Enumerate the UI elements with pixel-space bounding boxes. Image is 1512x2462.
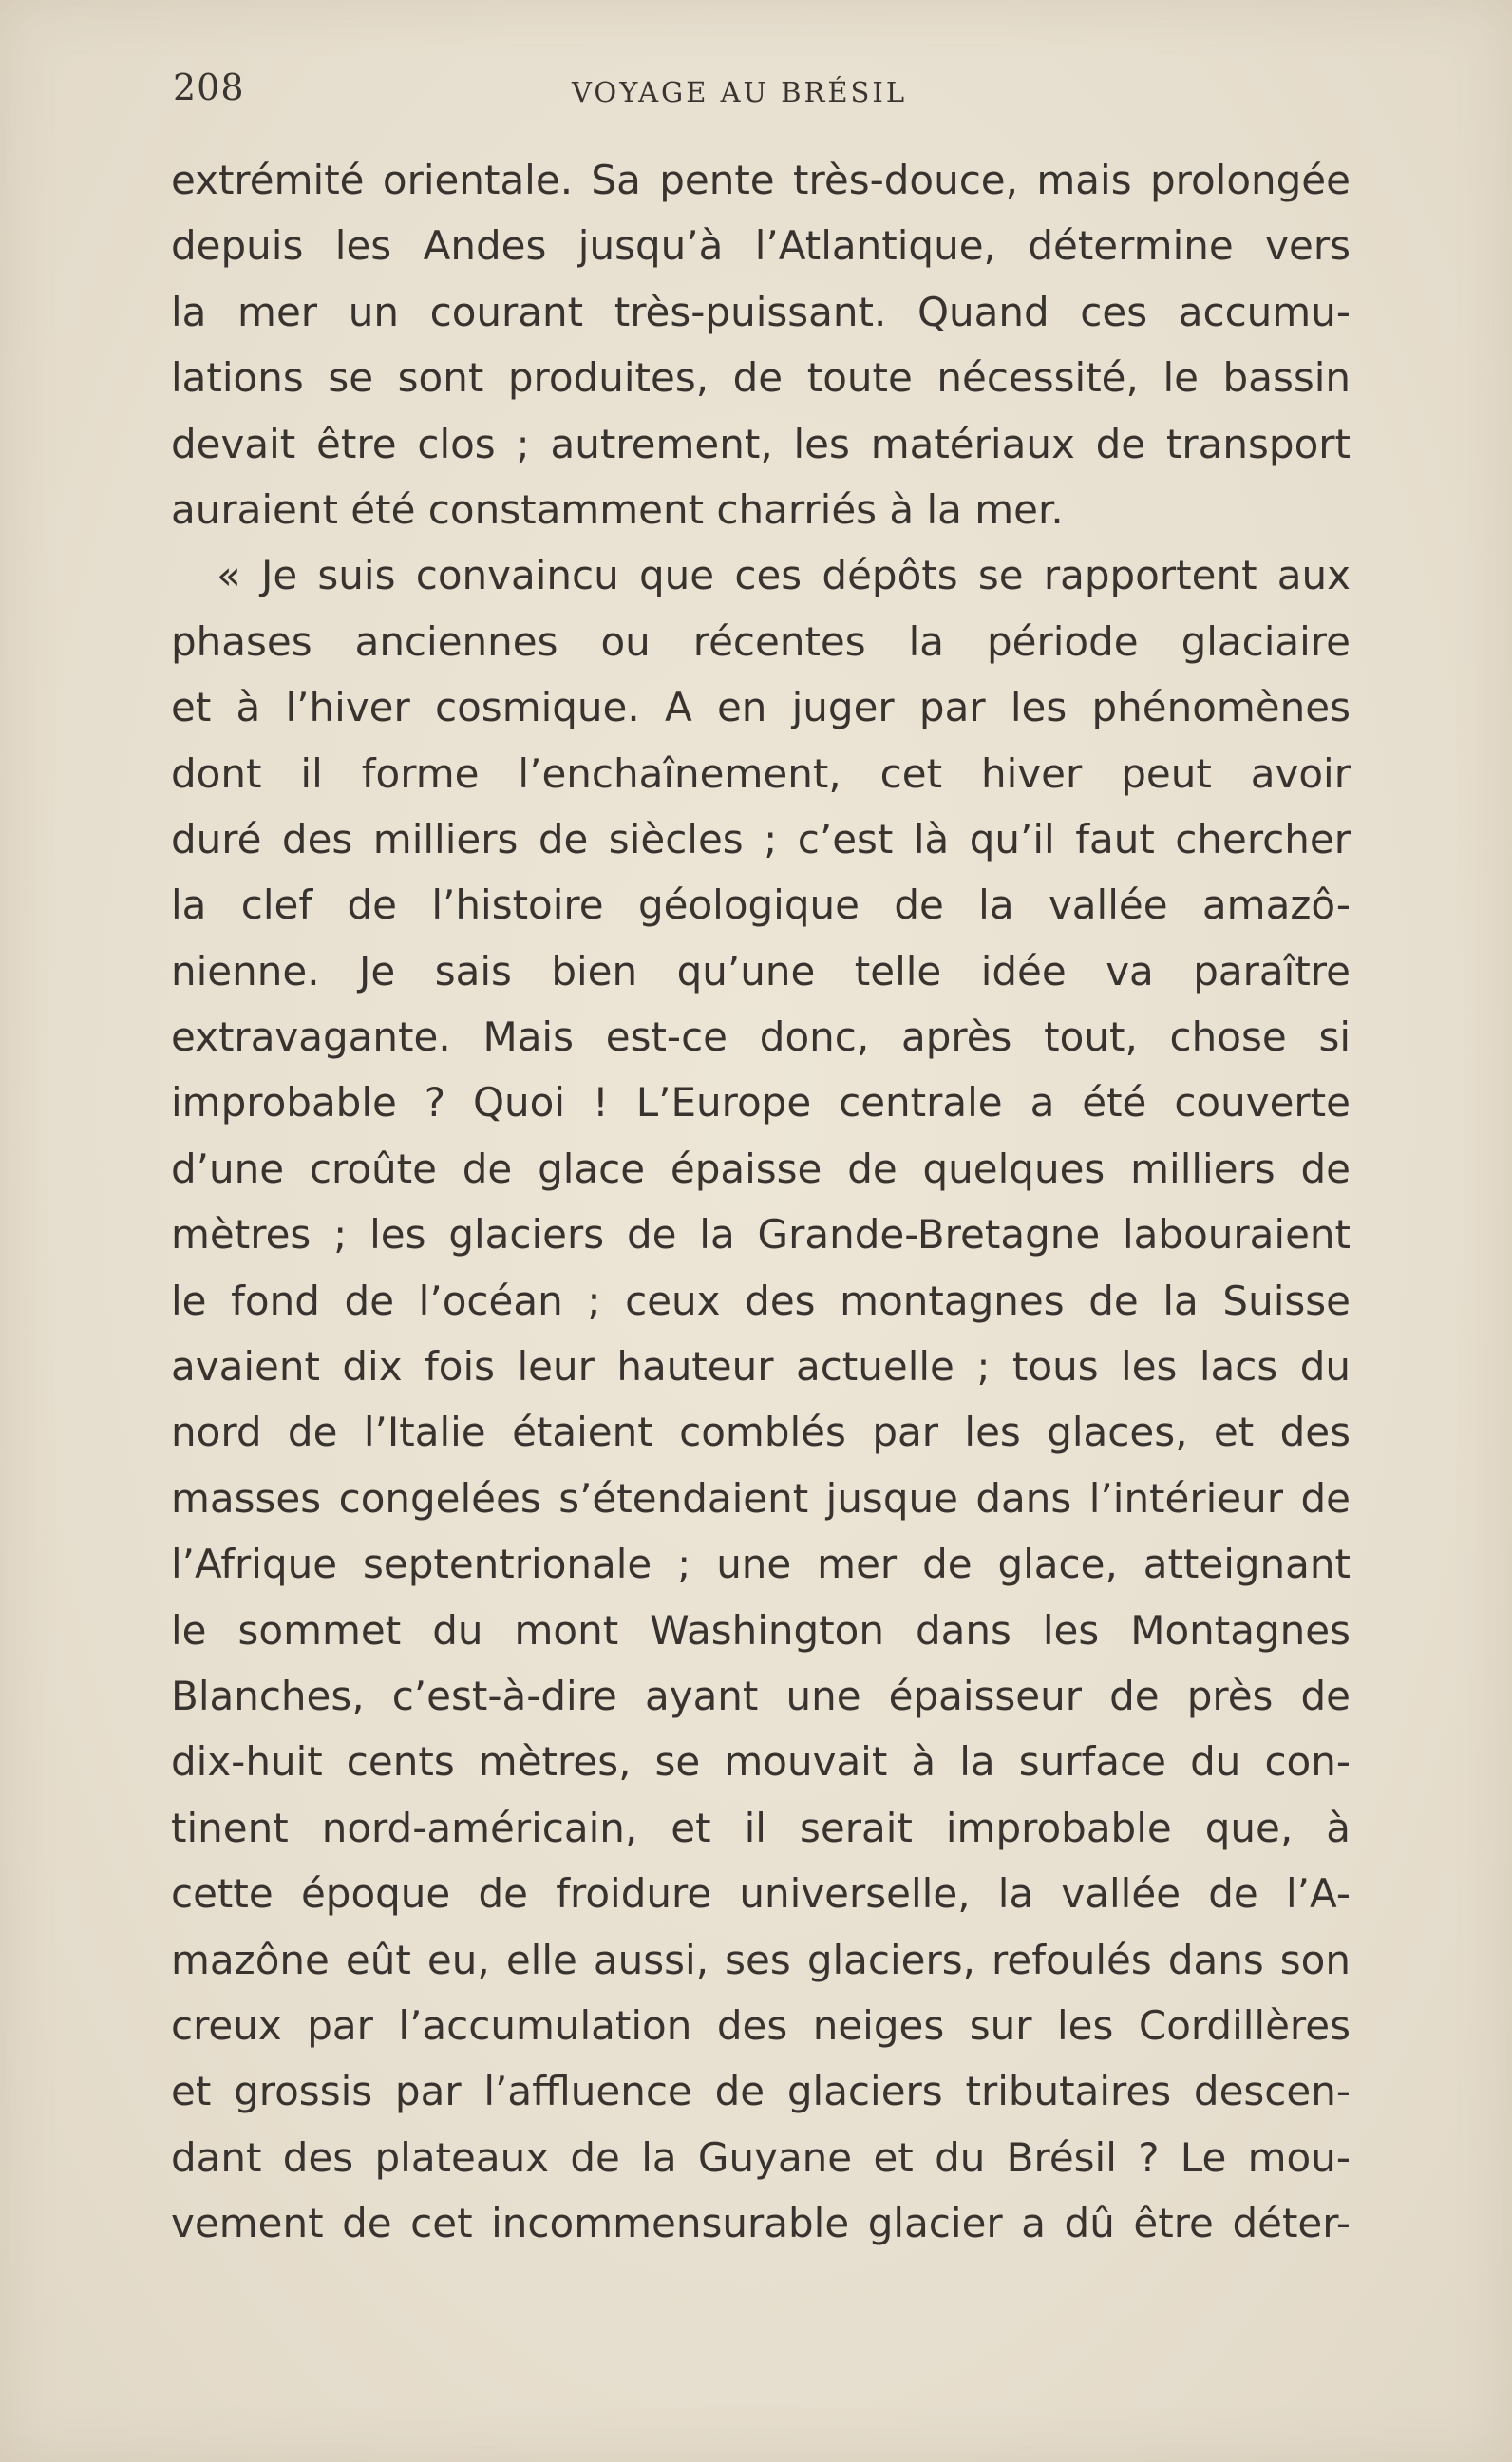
text-line: l’Afrique septentrionale ; une mer de glace, atteignant: [171, 1541, 1351, 1588]
text-line: depuis les Andes jusqu’à l’Atlantique, détermine vers: [171, 222, 1351, 270]
text-line: le sommet du mont Washington dans les Montagnes: [171, 1606, 1351, 1654]
text-line: masses congelées s’étendaient jusque dans l’intérieur de: [171, 1474, 1351, 1522]
text-line: d’une croûte de glace épaisse de quelques milliers de: [171, 1145, 1351, 1192]
text-line: et à l’hiver cosmique. A en juger par les phénomènes: [171, 684, 1351, 731]
text-line: vement de cet incommensurable glacier a dû être déter-: [171, 2200, 1351, 2247]
text-line: improbable ? Quoi ! L’Europe centrale a été couverte: [171, 1079, 1351, 1127]
running-title: VOYAGE AU BRÉSIL: [572, 76, 908, 108]
text-line: tinent nord-américain, et il serait improbable que, à: [171, 1804, 1351, 1851]
paragraph-start-line: « Je suis convaincu que ces dépôts se rapportent aux: [217, 552, 1351, 599]
text-line: le fond de l’océan ; ceux des montagnes de la Suisse: [171, 1277, 1351, 1324]
text-line: dont il forme l’enchaînement, cet hiver peut avoir: [171, 749, 1351, 797]
text-line: nienne. Je sais bien qu’une telle idée va paraître: [171, 947, 1351, 994]
text-line: mazône eût eu, elle aussi, ses glaciers, refoulés dans son: [171, 1936, 1351, 1983]
body-text: [171, 147, 1351, 2257]
text-line: cette époque de froidure universelle, la vallée de l’A-: [171, 1870, 1351, 1918]
text-line: phases anciennes ou récentes la période glaciaire: [171, 617, 1351, 665]
text-line: avaient dix fois leur hauteur actuelle ; tous les lacs du: [171, 1343, 1351, 1391]
page-number: 208: [173, 66, 245, 108]
text-line: creux par l’accumulation des neiges sur les Cordillères: [171, 2001, 1351, 2049]
text-line: duré des milliers de siècles ; c’est là qu’il faut chercher: [171, 815, 1351, 862]
text-line: et grossis par l’affluence de glaciers tributaires descen-: [171, 2068, 1351, 2115]
text-line: la mer un courant très-puissant. Quand ces accumu-: [171, 288, 1351, 335]
text-line: auraient été constamment charriés à la mer.: [171, 485, 1064, 533]
text-line: dix-huit cents mètres, se mouvait à la surface du con-: [171, 1738, 1351, 1786]
text-line: extrémité orientale. Sa pente très-douce, mais prolongée: [171, 157, 1351, 203]
text-line: extravagante. Mais est-ce donc, après tout, chose si: [171, 1013, 1351, 1061]
text-line: nord de l’Italie étaient comblés par les glaces, et des: [171, 1409, 1351, 1456]
running-header: [173, 66, 1351, 114]
text-line: lations se sont produites, de toute nécessité, le bassin: [171, 354, 1351, 402]
text-line: la clef de l’histoire géologique de la vallée amazô-: [171, 881, 1351, 929]
text-line: dant des plateaux de la Guyane et du Brésil ? Le mou-: [171, 2133, 1351, 2181]
text-line: mètres ; les glaciers de la Grande-Bretagne labouraient: [171, 1211, 1351, 1259]
text-line: devait être clos ; autrement, les matériaux de transport: [171, 420, 1351, 467]
text-line: Blanches, c’est-à-dire ayant une épaisseur de près de: [171, 1672, 1351, 1719]
